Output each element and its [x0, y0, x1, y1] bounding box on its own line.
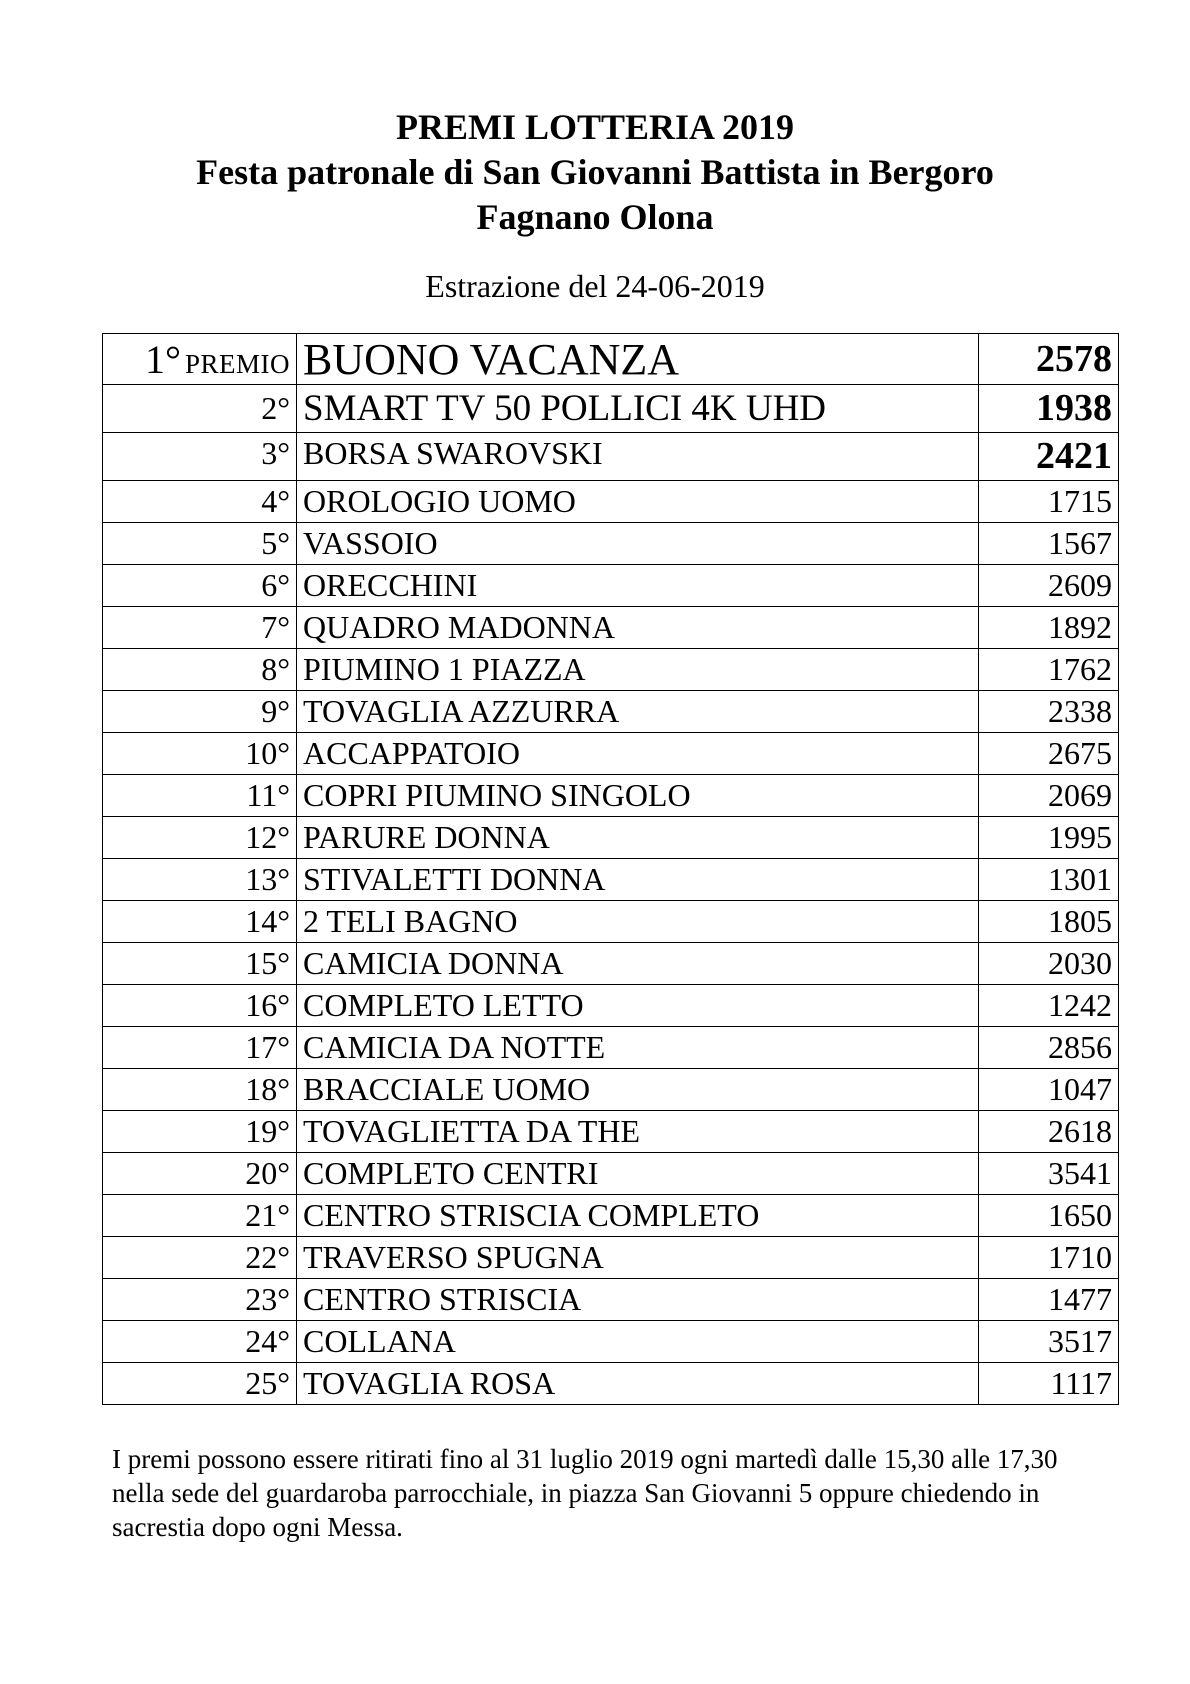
extraction-date: Estrazione del 24-06-2019	[425, 268, 765, 304]
prize-rank: 14°	[103, 901, 297, 943]
title-line-2: Festa patronale di San Giovanni Battista in Bergoro	[196, 152, 994, 192]
prize-rank: 21°	[103, 1195, 297, 1237]
table-row	[103, 1111, 1119, 1153]
prize-rank: 7°	[103, 607, 297, 649]
prize-name: BUONO VACANZA	[297, 334, 979, 385]
table-row	[103, 1195, 1119, 1237]
prize-rank: 19°	[103, 1111, 297, 1153]
winning-number: 1995	[979, 817, 1119, 859]
winning-number: 1301	[979, 859, 1119, 901]
prize-rank: 16°	[103, 985, 297, 1027]
winning-number: 2618	[979, 1111, 1119, 1153]
winning-number: 2675	[979, 733, 1119, 775]
winning-number: 2069	[979, 775, 1119, 817]
winning-number: 1892	[979, 607, 1119, 649]
winning-number: 3517	[979, 1321, 1119, 1363]
prize-name: COLLANA	[297, 1321, 979, 1363]
table-row	[103, 433, 1119, 481]
prize-rank: 2°	[103, 385, 297, 433]
prize-rank: 3°	[103, 433, 297, 481]
table-row	[103, 1363, 1119, 1405]
table-row	[103, 859, 1119, 901]
table-row	[103, 607, 1119, 649]
prize-rank: 8°	[103, 649, 297, 691]
prize-rank: 23°	[103, 1279, 297, 1321]
winning-number: 1650	[979, 1195, 1119, 1237]
winning-number: 2609	[979, 565, 1119, 607]
prize-name: ACCAPPATOIO	[297, 733, 979, 775]
winning-number: 1805	[979, 901, 1119, 943]
table-row	[103, 565, 1119, 607]
prize-name: CAMICIA DONNA	[297, 943, 979, 985]
prize-rank: 6°	[103, 565, 297, 607]
table-row	[103, 775, 1119, 817]
table-row	[103, 1279, 1119, 1321]
prize-rank-number: 1°	[144, 336, 181, 382]
prize-name: CAMICIA DA NOTTE	[297, 1027, 979, 1069]
winning-number: 1715	[979, 481, 1119, 523]
winning-number: 1938	[979, 385, 1119, 433]
prize-name: STIVALETTI DONNA	[297, 859, 979, 901]
table-row	[103, 943, 1119, 985]
winning-number: 1762	[979, 649, 1119, 691]
winning-number: 1047	[979, 1069, 1119, 1111]
title-line-1: PREMI LOTTERIA 2019	[395, 107, 795, 147]
prize-rank: 9°	[103, 691, 297, 733]
prize-name: BRACCIALE UOMO	[297, 1069, 979, 1111]
prize-rank: 18°	[103, 1069, 297, 1111]
prize-rank: 25°	[103, 1363, 297, 1405]
collection-note: I premi possono essere ritirati fino al 31 luglio 2019 ogni martedì dalle 15,30 alle 17,30 nella sede del guardaroba parrocchiale, in piazza San Giovanni 5 oppure chiedendo in sacrestia dopo ogni Messa.	[112, 1444, 1058, 1542]
prize-rank: 22°	[103, 1237, 297, 1279]
table-row	[103, 691, 1119, 733]
prize-name: PIUMINO 1 PIAZZA	[297, 649, 979, 691]
table-row	[103, 481, 1119, 523]
prize-rank: 15°	[103, 943, 297, 985]
prize-rank: 17°	[103, 1027, 297, 1069]
table-row	[103, 1027, 1119, 1069]
prize-name: OROLOGIO UOMO	[297, 481, 979, 523]
prize-rank-label: PREMIO	[184, 348, 290, 379]
prize-rank: 24°	[103, 1321, 297, 1363]
prize-name: ORECCHINI	[297, 565, 979, 607]
prize-name: COMPLETO CENTRI	[297, 1153, 979, 1195]
prize-name: COMPLETO LETTO	[297, 985, 979, 1027]
winning-number: 1242	[979, 985, 1119, 1027]
table-row	[103, 733, 1119, 775]
prize-name: PARURE DONNA	[297, 817, 979, 859]
prize-name: TOVAGLIA AZZURRA	[297, 691, 979, 733]
winning-number: 1477	[979, 1279, 1119, 1321]
prize-rank: 5°	[103, 523, 297, 565]
table-row	[103, 901, 1119, 943]
title-line-3: Fagnano Olona	[476, 197, 714, 237]
table-row	[103, 817, 1119, 859]
prize-name: SMART TV 50 POLLICI 4K UHD	[297, 385, 979, 433]
prize-rank	[103, 334, 297, 385]
table-row	[103, 1237, 1119, 1279]
winning-number: 1117	[979, 1363, 1119, 1405]
winning-number: 1567	[979, 523, 1119, 565]
winning-number: 2338	[979, 691, 1119, 733]
prize-name: QUADRO MADONNA	[297, 607, 979, 649]
prize-name: CENTRO STRISCIA	[297, 1279, 979, 1321]
winning-number: 3541	[979, 1153, 1119, 1195]
prize-rank: 11°	[103, 775, 297, 817]
prize-rank: 10°	[103, 733, 297, 775]
document-title	[0, 105, 1190, 240]
prize-table	[102, 333, 1119, 1405]
prize-name: TRAVERSO SPUGNA	[297, 1237, 979, 1279]
winning-number: 1710	[979, 1237, 1119, 1279]
prize-name: 2 TELI BAGNO	[297, 901, 979, 943]
winning-number: 2030	[979, 943, 1119, 985]
table-row	[103, 1069, 1119, 1111]
prize-name: VASSOIO	[297, 523, 979, 565]
winning-number: 2856	[979, 1027, 1119, 1069]
table-row	[103, 385, 1119, 433]
prize-name: BORSA SWAROVSKI	[297, 433, 979, 481]
winning-number: 2421	[979, 433, 1119, 481]
table-row	[103, 1321, 1119, 1363]
table-row	[103, 1153, 1119, 1195]
prize-rank: 12°	[103, 817, 297, 859]
table-row	[103, 334, 1119, 385]
table-row	[103, 985, 1119, 1027]
prize-name: TOVAGLIA ROSA	[297, 1363, 979, 1405]
table-row	[103, 523, 1119, 565]
prize-name: COPRI PIUMINO SINGOLO	[297, 775, 979, 817]
prize-rank: 20°	[103, 1153, 297, 1195]
prize-rank: 4°	[103, 481, 297, 523]
table-row	[103, 649, 1119, 691]
prize-name: CENTRO STRISCIA COMPLETO	[297, 1195, 979, 1237]
prize-rank: 13°	[103, 859, 297, 901]
prize-table-body	[103, 334, 1119, 1405]
prize-name: TOVAGLIETTA DA THE	[297, 1111, 979, 1153]
winning-number: 2578	[979, 334, 1119, 385]
